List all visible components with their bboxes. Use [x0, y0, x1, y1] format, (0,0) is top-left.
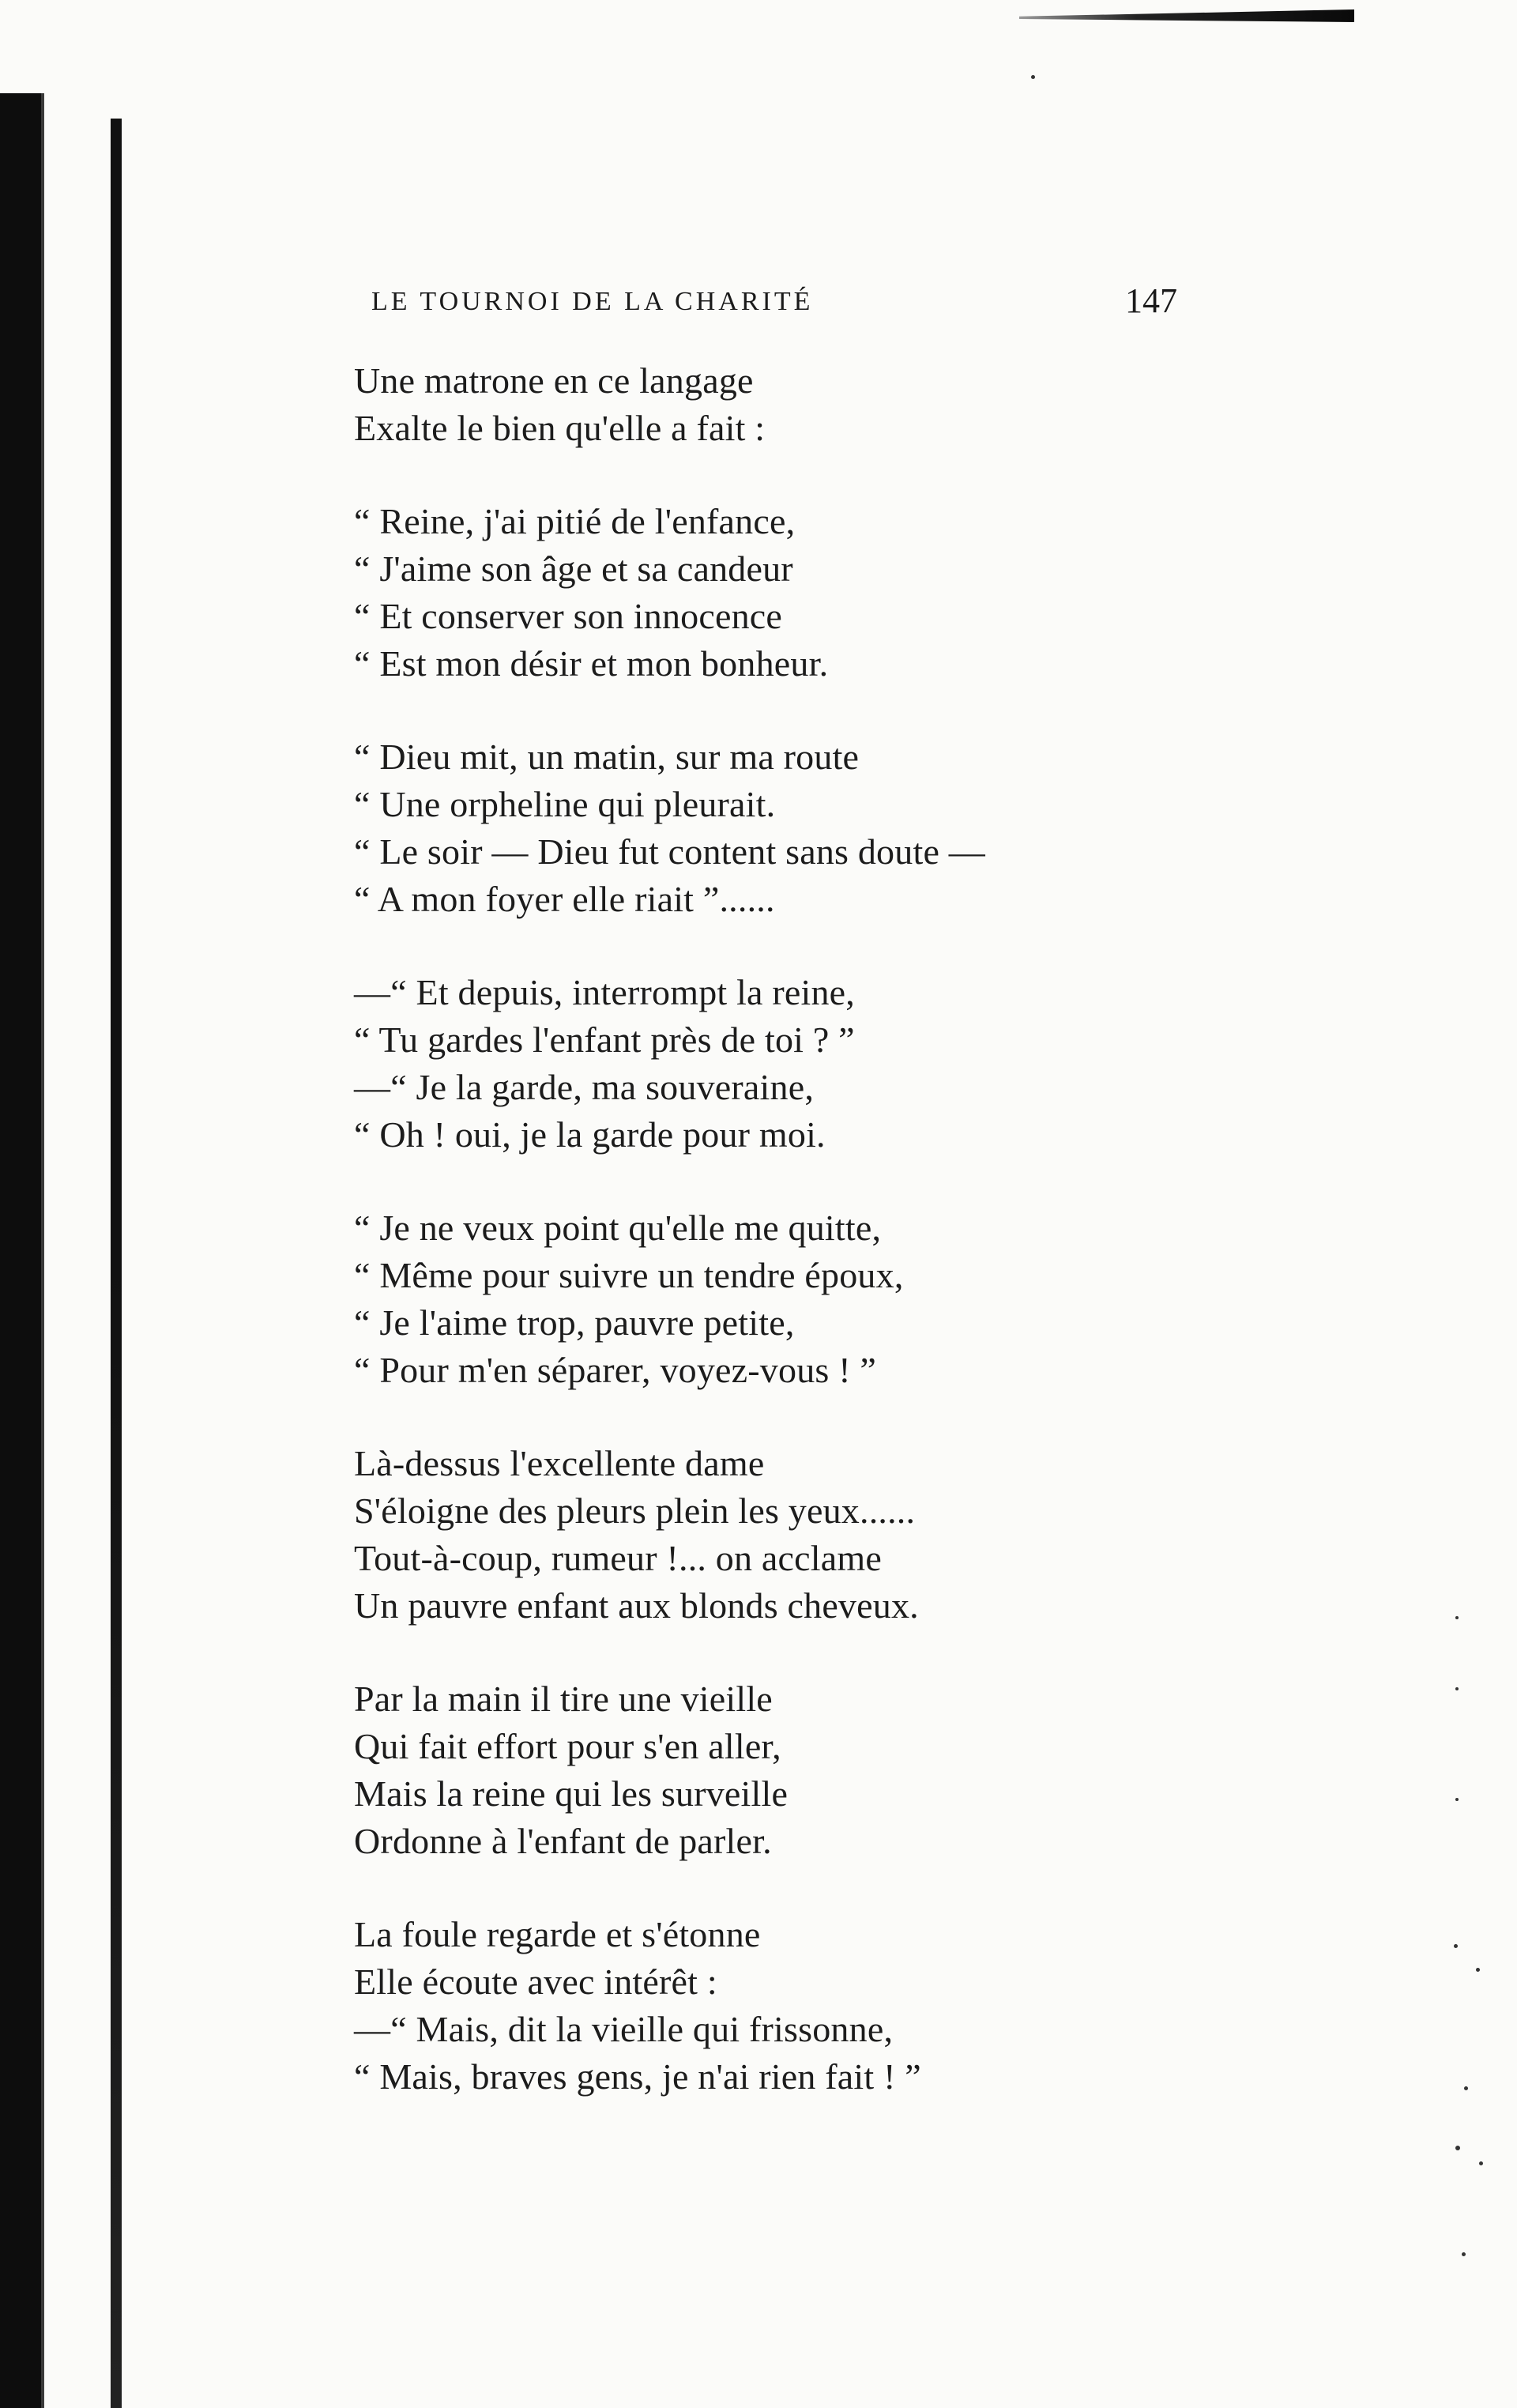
verse-line: Un pauvre enfant aux blonds cheveux. [354, 1585, 919, 1626]
stanza [354, 1440, 1144, 1630]
verse-line: Par la main il tire une vieille [354, 1679, 773, 1719]
verse-line: Mais la reine qui les surveille [354, 1773, 789, 1814]
verse-line: Qui fait effort pour s'en aller, [354, 1726, 781, 1766]
verse-line: Elle écoute avec intérêt : [354, 1961, 717, 2002]
verse-line: “ A mon foyer elle riait ”...... [354, 879, 775, 919]
verse-line: “ Reine, j'ai pitié de l'enfance, [354, 501, 796, 541]
verse-line: —“ Et depuis, interrompt la reine, [354, 972, 855, 1012]
verse-line: “ Je ne veux point qu'elle me quitte, [354, 1208, 882, 1248]
verse-line: “ Tu gardes l'enfant près de toi ? ” [354, 1019, 855, 1060]
scan-speck [1455, 2146, 1460, 2150]
verse-line: Tout-à-coup, rumeur !... on acclame [354, 1538, 882, 1578]
stanza [354, 498, 1144, 688]
page-binding-shadow [0, 93, 41, 2408]
page-gutter-line [111, 119, 122, 2408]
verse-line: “ Je l'aime trop, pauvre petite, [354, 1302, 795, 1343]
stanza [354, 969, 1144, 1159]
scan-speck [1031, 75, 1035, 79]
scan-speck [1479, 2161, 1483, 2165]
stanza [354, 357, 1144, 452]
page-number: 147 [1125, 281, 1177, 320]
verse-line: “ J'aime son âge et sa candeur [354, 548, 793, 589]
page-binding-edge [41, 93, 44, 2408]
poem-body [354, 357, 1144, 2146]
stanza [354, 1911, 1144, 2101]
running-title: LE TOURNOI DE LA CHARITÉ [371, 287, 814, 316]
verse-line: “ Même pour suivre un tendre époux, [354, 1255, 904, 1295]
verse-line: “ Dieu mit, un matin, sur ma route [354, 737, 860, 777]
verse-line: “ Et conserver son innocence [354, 596, 783, 636]
scan-speck [1454, 1944, 1458, 1948]
verse-line: La foule regarde et s'étonne [354, 1914, 761, 1954]
verse-line: “ Pour m'en séparer, voyez-vous ! ” [354, 1350, 877, 1390]
verse-line: —“ Je la garde, ma souveraine, [354, 1067, 815, 1107]
scan-speck [1464, 2086, 1468, 2090]
verse-line: “ Est mon désir et mon bonheur. [354, 643, 829, 684]
scan-speck [1476, 1968, 1480, 1972]
verse-line: “ Oh ! oui, je la garde pour moi. [354, 1114, 826, 1155]
scan-speck [1455, 1798, 1459, 1801]
verse-line: Ordonne à l'enfant de parler. [354, 1821, 772, 1861]
verse-line: Une matrone en ce langage [354, 360, 754, 401]
verse-line: Exalte le bien qu'elle a fait : [354, 408, 766, 448]
verse-line: “ Mais, braves gens, je n'ai rien fait ! ” [354, 2056, 921, 2097]
verse-line: S'éloigne des pleurs plein les yeux...... [354, 1490, 916, 1531]
scan-speck [1455, 1687, 1459, 1690]
scan-speck [1455, 1616, 1459, 1619]
verse-line: Là-dessus l'excellente dame [354, 1443, 765, 1483]
verse-line: —“ Mais, dit la vieille qui frissonne, [354, 2009, 894, 2049]
verse-line: “ Le soir — Dieu fut content sans doute — [354, 831, 985, 872]
stanza [354, 1675, 1144, 1865]
scan-edge-mark [1019, 9, 1354, 22]
verse-line: “ Une orpheline qui pleurait. [354, 784, 776, 824]
stanza [354, 1204, 1144, 1394]
stanza [354, 733, 1144, 923]
scan-speck [1462, 2252, 1466, 2256]
running-head [371, 281, 1177, 328]
